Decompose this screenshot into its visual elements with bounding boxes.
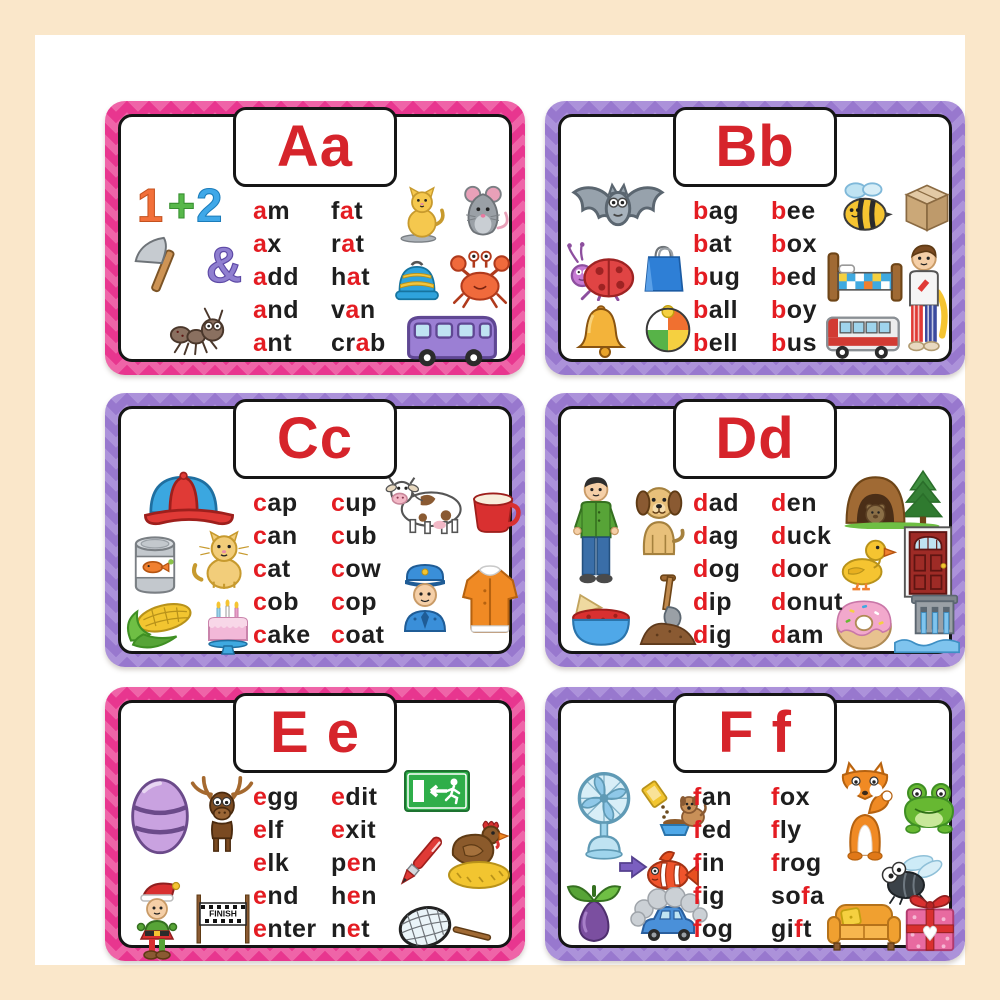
word-dam: dam bbox=[771, 621, 824, 649]
word-row bbox=[253, 586, 384, 619]
word-row bbox=[253, 327, 386, 360]
beach-ball-icon bbox=[637, 299, 699, 361]
dip-icon bbox=[561, 591, 641, 653]
word-bell: bell bbox=[693, 329, 739, 357]
gift-icon bbox=[899, 889, 961, 957]
highlighted-letter: a bbox=[346, 263, 362, 291]
one-plus-two-icon bbox=[135, 179, 229, 229]
highlighted-letter: a bbox=[355, 329, 371, 357]
svg-text:&: & bbox=[205, 236, 243, 293]
svg-text:1: 1 bbox=[137, 179, 164, 229]
card-letter-title-ee: E e bbox=[269, 700, 361, 765]
word-list-bb bbox=[693, 195, 817, 360]
highlighted-letter: e bbox=[253, 849, 268, 877]
card-letter-title-cc: Cc bbox=[276, 406, 354, 471]
highlighted-letter: e bbox=[346, 915, 362, 943]
highlighted-letter: a bbox=[253, 230, 268, 258]
word-bug: bug bbox=[693, 263, 741, 291]
highlighted-letter: a bbox=[253, 197, 268, 225]
card-title-box-aa bbox=[233, 107, 397, 187]
word-dad: dad bbox=[693, 489, 739, 517]
word-enter: enter bbox=[253, 915, 317, 943]
dog-icon bbox=[625, 481, 693, 559]
highlighted-letter: a bbox=[253, 329, 268, 357]
card-title-box-cc bbox=[233, 399, 397, 479]
word-list-ff bbox=[693, 781, 824, 946]
fox-icon bbox=[829, 761, 901, 861]
highlighted-letter: e bbox=[331, 783, 346, 811]
highlighted-letter: f bbox=[693, 849, 702, 877]
flashcard-bb bbox=[545, 101, 965, 375]
word-cob: cob bbox=[253, 588, 299, 616]
flashcard-ee bbox=[105, 687, 525, 961]
word-ax: ax bbox=[253, 230, 282, 258]
word-cap: cap bbox=[253, 489, 298, 517]
word-row bbox=[693, 195, 817, 228]
word-row bbox=[693, 880, 824, 913]
word-dag: dag bbox=[693, 522, 739, 550]
frog-icon bbox=[897, 777, 961, 841]
highlighted-letter: a bbox=[345, 296, 360, 324]
highlighted-letter: b bbox=[771, 197, 787, 225]
highlighted-letter: b bbox=[771, 230, 787, 258]
word-gift: gift bbox=[771, 915, 812, 943]
word-coat: coat bbox=[331, 621, 385, 649]
poster-panel bbox=[35, 35, 965, 965]
word-row bbox=[253, 619, 384, 652]
word-bus: bus bbox=[771, 329, 817, 357]
bell-icon bbox=[569, 301, 633, 361]
word-rat: rat bbox=[331, 230, 365, 258]
highlighted-letter: b bbox=[693, 296, 709, 324]
highlighted-letter: f bbox=[693, 915, 702, 943]
word-van: van bbox=[331, 296, 376, 324]
word-exit: exit bbox=[331, 816, 377, 844]
box-icon bbox=[897, 177, 957, 235]
word-hat: hat bbox=[331, 263, 371, 291]
word-row bbox=[253, 814, 377, 847]
ampersand-icon bbox=[199, 227, 249, 299]
word-row bbox=[693, 520, 843, 553]
word-ant: ant bbox=[253, 329, 293, 357]
word-elf: elf bbox=[253, 816, 284, 844]
ladybug-icon bbox=[565, 241, 641, 301]
word-list-aa bbox=[253, 195, 386, 360]
word-net: net bbox=[331, 915, 371, 943]
word-cake: cake bbox=[253, 621, 311, 649]
word-fan: fan bbox=[693, 783, 733, 811]
word-row bbox=[253, 847, 377, 880]
highlighted-letter: d bbox=[771, 621, 787, 649]
coat-icon bbox=[457, 553, 523, 645]
highlighted-letter: e bbox=[253, 915, 268, 943]
highlighted-letter: f bbox=[771, 816, 780, 844]
highlighted-letter: b bbox=[693, 329, 709, 357]
highlighted-letter: d bbox=[693, 555, 709, 583]
word-den: den bbox=[771, 489, 817, 517]
cop-icon bbox=[393, 547, 457, 647]
word-row bbox=[253, 261, 386, 294]
highlighted-letter: a bbox=[339, 197, 355, 225]
duck-icon bbox=[835, 531, 897, 593]
sofa-icon bbox=[825, 899, 903, 953]
card-title-box-dd bbox=[673, 399, 837, 479]
word-bed: bed bbox=[771, 263, 817, 291]
word-row bbox=[253, 228, 386, 261]
word-can: can bbox=[253, 522, 298, 550]
can-icon bbox=[123, 531, 187, 599]
highlighted-letter: f bbox=[771, 783, 780, 811]
word-cop: cop bbox=[331, 588, 377, 616]
dig-icon bbox=[639, 561, 697, 651]
crab-icon bbox=[447, 247, 513, 311]
word-row bbox=[693, 487, 843, 520]
highlighted-letter: c bbox=[331, 588, 346, 616]
highlighted-letter: c bbox=[253, 588, 268, 616]
flashcard-dd bbox=[545, 393, 965, 667]
word-fox: fox bbox=[771, 783, 811, 811]
word-row bbox=[693, 781, 824, 814]
word-row bbox=[693, 261, 817, 294]
card-letter-title-dd: Dd bbox=[715, 406, 795, 471]
highlighted-letter: b bbox=[771, 263, 787, 291]
word-fog: fog bbox=[693, 915, 734, 943]
word-and: and bbox=[253, 296, 299, 324]
highlighted-letter: c bbox=[331, 522, 346, 550]
word-am: am bbox=[253, 197, 291, 225]
fat-cat-icon bbox=[393, 179, 451, 249]
word-bee: bee bbox=[771, 197, 816, 225]
hen-icon bbox=[441, 811, 521, 899]
word-sofa: sofa bbox=[771, 882, 825, 910]
bee-icon bbox=[831, 179, 897, 235]
word-row bbox=[253, 781, 377, 814]
highlighted-letter: c bbox=[253, 621, 268, 649]
word-cup: cup bbox=[331, 489, 377, 517]
highlighted-letter: c bbox=[253, 489, 268, 517]
van-icon bbox=[399, 305, 505, 367]
word-frog: frog bbox=[771, 849, 822, 877]
card-title-box-ff bbox=[673, 693, 837, 773]
word-list-cc bbox=[253, 487, 384, 652]
card-letter-title-ff: F f bbox=[718, 700, 792, 765]
highlighted-letter: d bbox=[771, 588, 787, 616]
word-row bbox=[693, 586, 843, 619]
word-list-dd bbox=[693, 487, 843, 652]
highlighted-letter: a bbox=[253, 296, 268, 324]
highlighted-letter: c bbox=[331, 489, 346, 517]
flashcard-ff bbox=[545, 687, 965, 961]
word-bag: bag bbox=[693, 197, 739, 225]
bus-icon bbox=[823, 309, 905, 361]
word-row bbox=[693, 814, 824, 847]
flashcard-cc bbox=[105, 393, 525, 667]
highlighted-letter: e bbox=[346, 882, 362, 910]
egg-icon bbox=[127, 773, 193, 855]
word-cub: cub bbox=[331, 522, 377, 550]
word-egg: egg bbox=[253, 783, 299, 811]
dad-icon bbox=[567, 469, 625, 593]
card-title-box-bb bbox=[673, 107, 837, 187]
cap-icon bbox=[137, 469, 241, 529]
finish-line-icon bbox=[191, 885, 255, 947]
highlighted-letter: b bbox=[693, 230, 709, 258]
word-row bbox=[693, 847, 824, 880]
word-door: door bbox=[771, 555, 829, 583]
svg-text:+: + bbox=[167, 179, 196, 229]
word-dig: dig bbox=[693, 621, 733, 649]
highlighted-letter: d bbox=[693, 522, 709, 550]
highlighted-letter: d bbox=[771, 555, 787, 583]
word-row bbox=[253, 294, 386, 327]
word-crab: crab bbox=[331, 329, 386, 357]
elk-icon bbox=[189, 763, 255, 877]
word-dip: dip bbox=[693, 588, 733, 616]
exit-sign-icon bbox=[401, 767, 473, 815]
highlighted-letter: f bbox=[693, 816, 702, 844]
cow-icon bbox=[385, 473, 469, 537]
word-cat: cat bbox=[253, 555, 291, 583]
ant-icon bbox=[149, 297, 249, 359]
word-row bbox=[253, 553, 384, 586]
word-duck: duck bbox=[771, 522, 832, 550]
flashcard-aa bbox=[105, 101, 525, 375]
net-icon bbox=[395, 897, 495, 957]
word-pen: pen bbox=[331, 849, 377, 877]
word-row bbox=[693, 327, 817, 360]
word-end: end bbox=[253, 882, 299, 910]
pen-icon bbox=[389, 825, 449, 901]
bag-icon bbox=[637, 231, 691, 305]
highlighted-letter: e bbox=[253, 882, 268, 910]
bed-icon bbox=[825, 247, 905, 307]
highlighted-letter: f bbox=[693, 882, 702, 910]
word-elk: elk bbox=[253, 849, 290, 877]
highlighted-letter: d bbox=[693, 489, 709, 517]
word-fed: fed bbox=[693, 816, 733, 844]
svg-text:FINISH: FINISH bbox=[209, 908, 237, 919]
highlighted-letter: c bbox=[253, 555, 268, 583]
highlighted-letter: b bbox=[771, 296, 787, 324]
highlighted-letter: d bbox=[693, 588, 709, 616]
word-fly: fly bbox=[771, 816, 802, 844]
word-row bbox=[693, 913, 824, 946]
word-dog: dog bbox=[693, 555, 741, 583]
word-box: box bbox=[771, 230, 817, 258]
highlighted-letter: f bbox=[771, 849, 780, 877]
word-row bbox=[693, 228, 817, 261]
highlighted-letter: c bbox=[331, 621, 346, 649]
highlighted-letter: f bbox=[693, 783, 702, 811]
word-donut: donut bbox=[771, 588, 843, 616]
word-row bbox=[253, 195, 386, 228]
fig-icon bbox=[561, 879, 627, 955]
highlighted-letter: d bbox=[693, 621, 709, 649]
highlighted-letter: b bbox=[693, 263, 709, 291]
word-list-ee bbox=[253, 781, 377, 946]
card-letter-title-aa: Aa bbox=[276, 114, 354, 179]
axe-icon bbox=[127, 225, 189, 305]
word-boy: boy bbox=[771, 296, 817, 324]
word-hen: hen bbox=[331, 882, 377, 910]
highlighted-letter: c bbox=[253, 522, 268, 550]
dam-icon bbox=[893, 589, 961, 655]
word-fat: fat bbox=[331, 197, 364, 225]
cake-icon bbox=[197, 587, 261, 657]
highlighted-letter: f bbox=[801, 882, 811, 910]
striped-hat-icon bbox=[389, 251, 445, 309]
highlighted-letter: f bbox=[794, 915, 804, 943]
highlighted-letter: e bbox=[331, 816, 346, 844]
word-fig: fig bbox=[693, 882, 726, 910]
highlighted-letter: b bbox=[693, 197, 709, 225]
word-ball: ball bbox=[693, 296, 739, 324]
svg-text:2: 2 bbox=[196, 179, 223, 229]
highlighted-letter: e bbox=[253, 783, 268, 811]
word-fin: fin bbox=[693, 849, 726, 877]
word-row bbox=[693, 553, 843, 586]
card-title-box-ee bbox=[233, 693, 397, 773]
corn-icon bbox=[121, 595, 199, 653]
elf-icon bbox=[125, 877, 197, 961]
highlighted-letter: d bbox=[771, 522, 787, 550]
word-row bbox=[693, 619, 843, 652]
highlighted-letter: b bbox=[771, 329, 787, 357]
card-letter-title-bb: Bb bbox=[715, 114, 795, 179]
word-bat: bat bbox=[693, 230, 733, 258]
highlighted-letter: c bbox=[331, 555, 346, 583]
word-row bbox=[253, 487, 384, 520]
word-add: add bbox=[253, 263, 299, 291]
word-cow: cow bbox=[331, 555, 382, 583]
highlighted-letter: a bbox=[253, 263, 268, 291]
cup-icon bbox=[465, 483, 523, 541]
word-row bbox=[253, 880, 377, 913]
word-row bbox=[253, 520, 384, 553]
word-edit: edit bbox=[331, 783, 378, 811]
highlighted-letter: e bbox=[346, 849, 362, 877]
rat-icon bbox=[453, 177, 513, 249]
word-row bbox=[693, 294, 817, 327]
highlighted-letter: d bbox=[771, 489, 787, 517]
highlighted-letter: a bbox=[341, 230, 356, 258]
den-icon bbox=[839, 467, 945, 529]
word-row bbox=[253, 913, 377, 946]
highlighted-letter: e bbox=[253, 816, 268, 844]
